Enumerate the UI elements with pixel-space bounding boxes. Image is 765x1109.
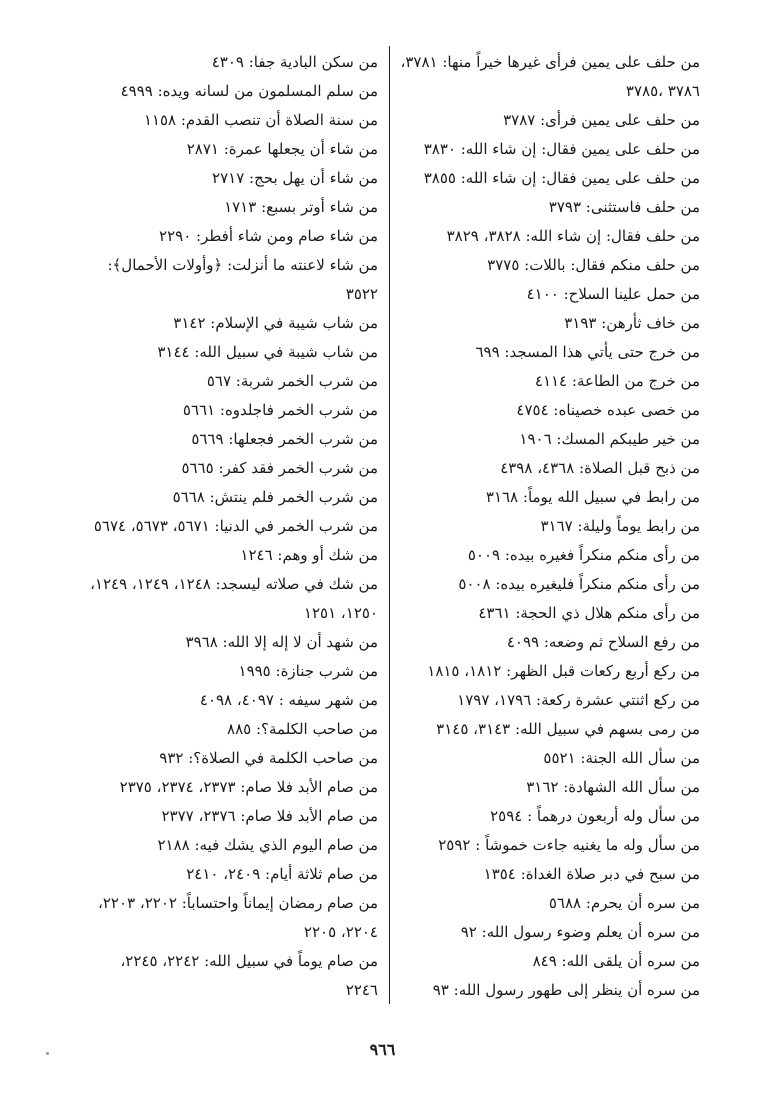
index-entry: من حلف على يمين فقال: إن شاء الله: ٣٨٥٥: [423, 169, 700, 187]
index-entry: من سره أن يلقى الله: ٨٤٩: [532, 952, 700, 970]
index-entry: من شهر سيفه : ٤٠٩٧، ٤٠٩٨: [199, 691, 378, 709]
index-entry: من شرب الخمر فاجلدوه: ٥٦٦١: [182, 401, 378, 419]
index-entry: من شرب الخمر فقد كفر: ٥٦٦٥: [181, 459, 378, 477]
index-entry: من شرب الخمر فلم ينتش: ٥٦٦٨: [172, 488, 378, 506]
index-entry: من سره أن ينظر إلى طهور رسول الله: ٩٣: [432, 981, 700, 999]
index-entry: من ركع اثنتي عشرة ركعة: ١٧٩٦، ١٧٩٧: [457, 691, 700, 709]
index-entry: من سأل وله أربعون درهماً : ٢٥٩٤: [490, 807, 700, 825]
index-entry: من شاء أن يهل بحج: ٢٧١٧: [212, 169, 378, 187]
index-entry: من صام رمضان إيماناً واحتساباً: ٢٢٠٢، ٢٢٠٣،: [98, 894, 378, 912]
index-entry: من شرب الخمر فجعلها: ٥٦٦٩: [191, 430, 378, 448]
index-entry: من شرب الخمر في الدنيا: ٥٦٧١، ٥٦٧٣، ٥٦٧٤: [93, 517, 378, 535]
index-entry: من سأل وله ما يغنيه جاءت خموشاً : ٢٥٩٢: [438, 836, 700, 854]
index-entry: من خرج حتى يأتي هذا المسجد: ٦٩٩: [475, 343, 700, 361]
index-entry: من سلم المسلمون من لسانه ويده: ٤٩٩٩: [120, 82, 378, 100]
index-entry: من رأى منكم منكراً فغيره بيده: ٥٠٠٩: [467, 546, 700, 564]
index-entry: من شك أو وهم: ١٢٤٦: [240, 546, 378, 564]
index-entry: من صاحب الكلمة في الصلاة؟: ٩٣٢: [159, 749, 378, 767]
index-entry: من شك في صلاته ليسجد: ١٢٤٨، ١٢٤٩، ١٢٤٩،: [90, 575, 378, 593]
index-entry: من رفع السلاح ثم وضعه: ٤٠٩٩: [506, 633, 700, 651]
index-entry: من رأى منكم هلال ذي الحجة: ٤٣٦١: [478, 604, 700, 622]
index-entry: من خاف ثأرهن: ٣١٩٣: [564, 314, 700, 332]
index-entry: من حلف فاستثنى: ٣٧٩٣: [548, 198, 700, 216]
index-entry: من سنة الصلاة أن تنصب القدم: ١١٥٨: [143, 111, 378, 129]
index-entry: من خير طيبكم المسك: ١٩٠٦: [519, 430, 700, 448]
index-entry: ٣٥٢٢: [345, 285, 378, 303]
index-entry: من شاب شيبة في الإسلام: ٣١٤٢: [173, 314, 378, 332]
column-divider: [389, 46, 390, 1004]
index-entry: ٣٧٨٦ ،٣٧٨٥: [625, 82, 700, 100]
index-entry: من صاحب الكلمة؟: ٨٨٥: [227, 720, 378, 738]
index-entry: ٢٢٤٦: [345, 981, 378, 999]
index-entry: من صام الأبد فلا صام: ٢٣٧٣، ٢٣٧٤، ٢٣٧٥: [119, 778, 378, 796]
index-entry: من صام يوماً في سبيل الله: ٢٢٤٢، ٢٢٤٥،: [120, 952, 378, 970]
index-column-left: [78, 48, 378, 1005]
index-entry: من سأل الله الجنة: ٥٥٢١: [543, 749, 700, 767]
index-entry: من حلف منكم فقال: باللات: ٣٧٧٥: [487, 256, 700, 274]
index-entry: من خرج من الطاعة: ٤١١٤: [534, 372, 700, 390]
index-entry: من سأل الله الشهادة: ٣١٦٢: [526, 778, 700, 796]
index-entry: من حلف على يمين فرأى غيرها خيراً منها: ٣٧٨١،: [400, 53, 700, 71]
index-entry: من حلف على يمين فقال: إن شاء الله: ٣٨٣٠: [423, 140, 700, 158]
index-entry: من ذبح قبل الصلاة: ٤٣٦٨، ٤٣٩٨: [500, 459, 700, 477]
index-entry: من سره أن يحرم: ٥٦٨٨: [548, 894, 700, 912]
index-entry: من سكن البادية جفا: ٤٣٠٩: [211, 53, 378, 71]
index-entry: من شرب جنازة: ١٩٩٥: [238, 662, 378, 680]
index-entry: من صام اليوم الذي يشك فيه: ٢١٨٨: [157, 836, 378, 854]
index-entry: ٢٢٠٤، ٢٢٠٥: [303, 923, 378, 941]
index-entry: من شاء لاعنته ما أنزلت: ﴿وأولات الأحمال﴾:: [107, 256, 378, 274]
index-column-right: [400, 48, 700, 1005]
index-entry: من شاب شيبة في سبيل الله: ٣١٤٤: [157, 343, 378, 361]
index-entry: من صام ثلاثة أيام: ٢٤٠٩، ٢٤١٠: [186, 865, 378, 883]
index-entry: من شاء أن يجعلها عمرة: ٢٨٧١: [186, 140, 378, 158]
index-entry: من رأى منكم منكراً فليغيره بيده: ٥٠٠٨: [458, 575, 700, 593]
index-entry: من رمى بسهم في سبيل الله: ٣١٤٣، ٣١٤٥: [436, 720, 700, 738]
index-entry: من سره أن يعلم وضوء رسول الله: ٩٢: [460, 923, 700, 941]
index-entry: من ركع أربع ركعات قبل الظهر: ١٨١٢، ١٨١٥: [427, 662, 700, 680]
index-entry: من شاء صام ومن شاء أفطر: ٢٢٩٠: [159, 227, 378, 245]
index-entry: من سبح في دبر صلاة الغداة: ١٣٥٤: [483, 865, 700, 883]
index-entry: من صام الأبد فلا صام: ٢٣٧٦، ٢٣٧٧: [161, 807, 378, 825]
index-entry: من خصى عبده خصيناه: ٤٧٥٤: [516, 401, 700, 419]
margin-mark: [46, 1052, 49, 1055]
index-entry: من حمل علينا السلاح: ٤١٠٠: [526, 285, 700, 303]
index-entry: من رابط في سبيل الله يوماً: ٣١٦٨: [485, 488, 700, 506]
index-entry: ١٢٥٠، ١٢٥١: [303, 604, 378, 622]
index-entry: من شرب الخمر شربة: ٥٦٧: [206, 372, 378, 390]
index-entry: من شهد أن لا إله إلا الله: ٣٩٦٨: [185, 633, 378, 651]
page-number: ٩٦٦: [369, 1040, 396, 1059]
index-entry: من حلف فقال: إن شاء الله: ٣٨٢٨، ٣٨٢٩: [446, 227, 700, 245]
index-entry: من حلف على يمين فرأى: ٣٧٨٧: [503, 111, 700, 129]
index-entry: من رابط يوماً وليلة: ٣١٦٧: [540, 517, 700, 535]
index-entry: من شاء أوتر بسبع: ١٧١٣: [224, 198, 378, 216]
